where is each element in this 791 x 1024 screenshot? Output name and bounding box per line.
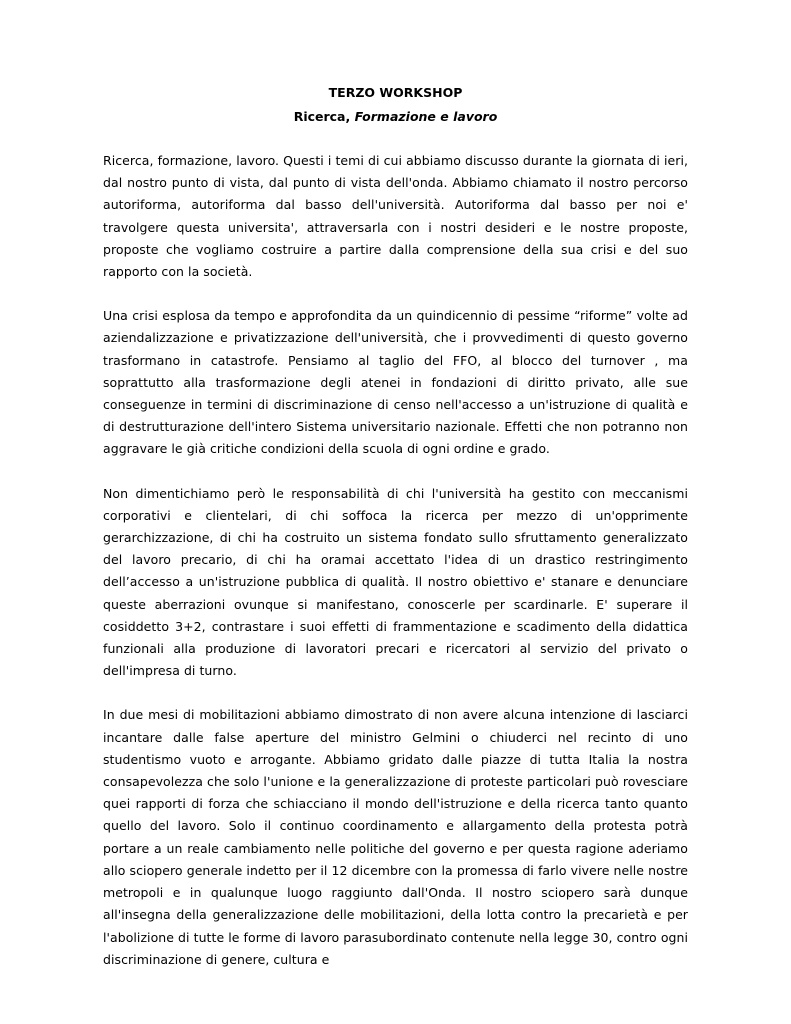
paragraph-2: Una crisi esplosa da tempo e approfondita da un quindicennio di pessime “riforme” volte ad aziendalizzazione e privatizzazione dell'università, che i provvedimenti di questo governo trasformano in catastrofe. Pensiamo al taglio del FFO, al blocco del turnover , ma soprattutto alla trasformazione degli atenei in fondazioni di diritto privato, alle sue conseguenze in termini di discriminazione di censo nell'accesso a un'istruzione di qualità e di destrutturazione dell'intero Sistema universitario nazionale. Effetti che non potranno non aggravare le già critiche condizioni della scuola di ogni ordine e grado.: [103, 308, 688, 457]
document-page: [103, 84, 688, 971]
document-subtitle: [103, 108, 688, 126]
document-title: TERZO WORKSHOP: [328, 85, 463, 100]
paragraph-3: Non dimentichiamo però le responsabilità di chi l'università ha gestito con meccanismi corporativi e clientelari, di chi soffoca la ricerca per mezzo di un'opprimente gerarchizzazione, di chi ha costruito un sistema fondato sullo sfruttamento generalizzato del lavoro precario, di chi ha oramai accettato l'idea di un drastico restringimento dell’accesso a un'istruzione pubblica di qualità. Il nostro obiettivo e' stanare e denunciare queste aberrazioni ovunque si manifestano, conoscerle per scardinarle. E' superare il cosiddetto 3+2, contrastare i suoi effetti di frammentazione e scadimento della didattica funzionali alla produzione di lavoratori precari e ricercatori al servizio del privato o dell'impresa di turno.: [103, 485, 688, 679]
paragraph-1: Ricerca, formazione, lavoro. Questi i temi di cui abbiamo discusso durante la giornata di ieri, dal nostro punto di vista, dal punto di vista dell'onda. Abbiamo chiamato il nostro percorso autoriforma, autoriforma dal basso dell'università. Autoriforma dal basso per noi e' travolgere questa universita', attraversarla con i nostri desideri e le nostre proposte, proposte che vogliamo costruire a partire dalla comprensione della sua crisi e del suo rapporto con la società.: [103, 153, 688, 280]
subtitle-plain: Ricerca,: [293, 109, 355, 124]
paragraph-4: In due mesi di mobilitazioni abbiamo dimostrato di non avere alcuna intenzione di lasciarci incantare dalle false aperture del ministro Gelmini o chiuderci nel recinto di uno studentismo vuoto e arrogante. Abbiamo gridato dalle piazze di tutta Italia la nostra consapevolezza che solo l'unione e la generalizzazione di proteste particolari può rovesciare quei rapporti di forza che schiacciano il mondo dell'istruzione e della ricerca tanto quanto quello del lavoro. Solo il continuo coordinamento e allargamento della protesta potrà portare a un reale cambiamento nelle politiche del governo e per questa ragione aderiamo allo sciopero generale indetto per il 12 dicembre con la promessa di farlo vivere nelle nostre metropoli e in qualunque luogo raggiunto dall'Onda. Il nostro sciopero sarà dunque all'insegna della generalizzazione delle mobilitazioni, della lotta contro la precarietà e per l'abolizione di tutte le forme di lavoro parasubordinato contenute nella legge 30, contro ogni discriminazione di genere, cultura e: [103, 707, 688, 967]
subtitle-italic: Formazione e lavoro: [354, 109, 498, 124]
